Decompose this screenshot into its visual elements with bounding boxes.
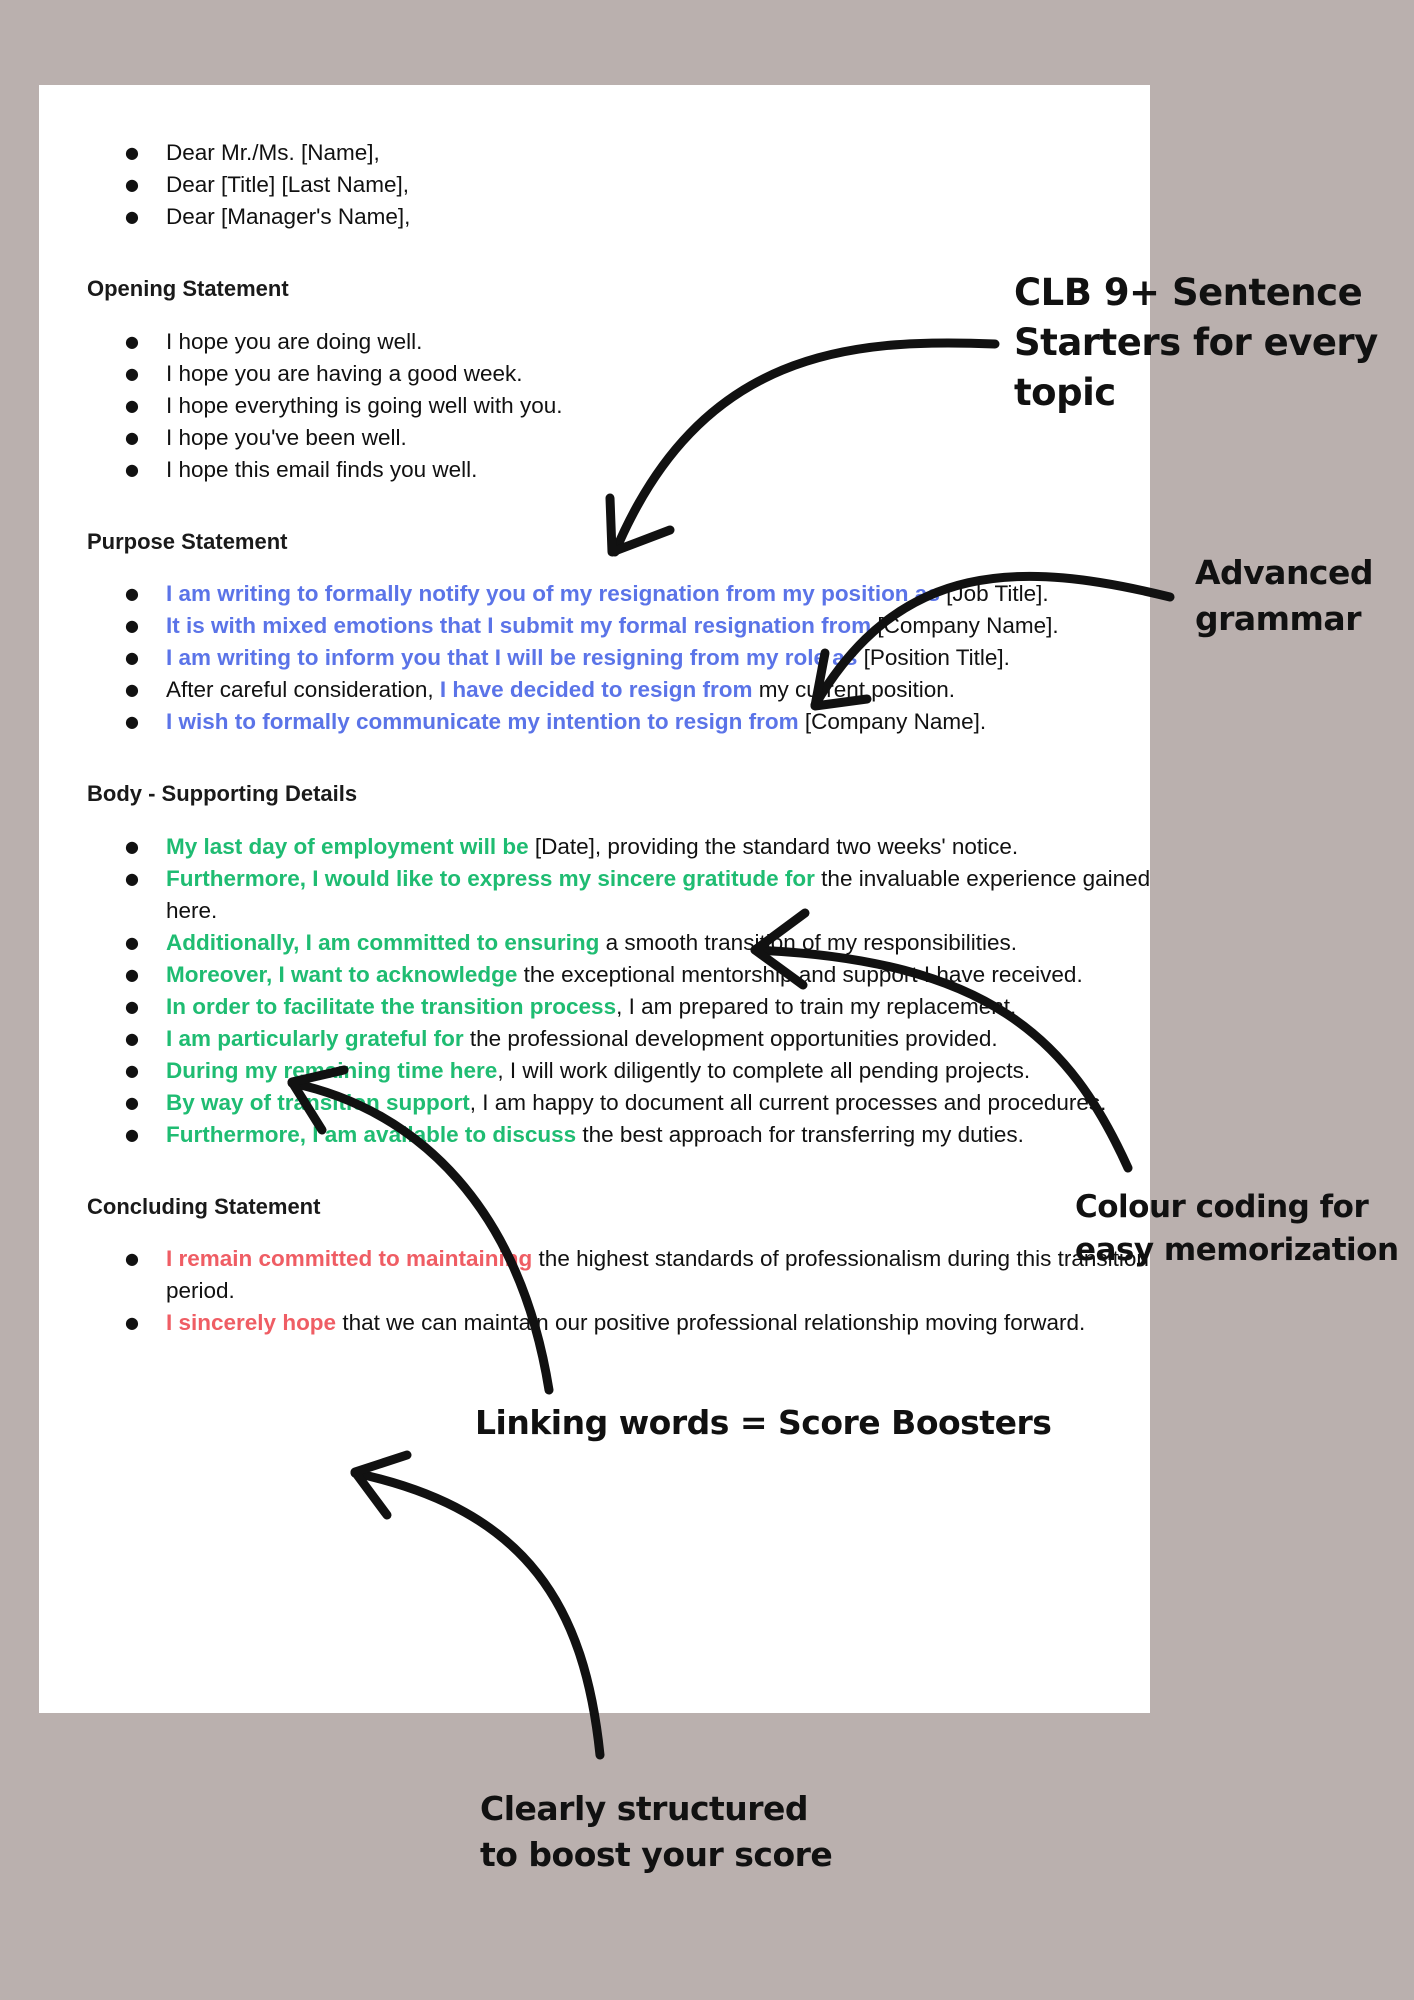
annotation-line: topic xyxy=(1014,371,1116,414)
list-item xyxy=(87,137,1166,169)
list-item xyxy=(87,578,1166,610)
annotation-starters xyxy=(1014,268,1378,418)
highlighted-phrase: Furthermore, I am available to discuss xyxy=(166,1121,577,1147)
highlighted-phrase: During my remaining time here xyxy=(166,1057,498,1083)
body-section xyxy=(87,780,1151,1151)
document-content xyxy=(87,137,1151,1339)
plain-text: [Position Title]. xyxy=(857,645,1010,671)
concluding-section xyxy=(87,1193,1149,1340)
list-item xyxy=(87,1119,1166,1151)
highlighted-phrase: Additionally, I am committed to ensuring xyxy=(166,929,600,955)
annotation-line: to boost your score xyxy=(480,1835,833,1874)
list-item xyxy=(87,863,1166,927)
highlighted-phrase: I have decided to resign from xyxy=(439,677,753,703)
highlighted-phrase: I sincerely hope xyxy=(166,1310,337,1336)
highlighted-phrase: My last day of employment will be xyxy=(166,833,529,859)
highlighted-phrase: In order to facilitate the transition process xyxy=(166,993,617,1019)
highlighted-phrase: I am writing to formally notify you of my resignation from my position as xyxy=(166,581,940,607)
list-item xyxy=(87,1055,1166,1087)
document-page xyxy=(39,85,1150,1713)
list-item xyxy=(87,169,1166,201)
highlighted-phrase: I wish to formally communicate my intention to resign from xyxy=(166,709,799,735)
plain-text: After careful consideration, xyxy=(166,677,440,703)
list-item xyxy=(87,991,1166,1023)
concluding-heading: Concluding Statement xyxy=(87,1193,321,1219)
list-item xyxy=(87,390,1166,422)
annotation-structure xyxy=(480,1786,832,1878)
annotation-grammar xyxy=(1195,550,1373,642)
plain-text: [Company Name]. xyxy=(871,613,1059,639)
plain-text: , I will work diligently to complete all pending projects. xyxy=(497,1057,1031,1083)
list-item xyxy=(87,358,1166,390)
list-item xyxy=(87,1243,1166,1307)
list-item xyxy=(87,1087,1166,1119)
plain-text: the professional development opportunities provided. xyxy=(463,1025,998,1051)
purpose-heading: Purpose Statement xyxy=(87,528,288,554)
list-item xyxy=(87,959,1166,991)
highlighted-phrase: I am particularly grateful for xyxy=(166,1025,464,1051)
plain-text: the best approach for transferring my duties. xyxy=(576,1121,1024,1147)
plain-text: [Job Title]. xyxy=(939,581,1049,607)
purpose-list xyxy=(87,578,1127,738)
list-item xyxy=(87,326,1166,358)
plain-text: that we can maintain our positive professional relationship moving forward. xyxy=(336,1310,1086,1336)
list-item xyxy=(87,927,1166,959)
plain-text: [Date], providing the standard two weeks' notice. xyxy=(528,833,1019,859)
plain-text: Dear [Title] [Last Name], xyxy=(166,172,409,197)
list-item xyxy=(87,706,1166,738)
list-item xyxy=(87,1023,1166,1055)
annotation-line: CLB 9+ Sentence xyxy=(1014,271,1363,314)
list-item xyxy=(87,610,1166,642)
list-item xyxy=(87,201,1166,233)
highlighted-phrase: By way of transition support xyxy=(166,1089,470,1115)
annotation-line: Colour coding for xyxy=(1075,1189,1369,1225)
annotation-line: Linking words = Score Boosters xyxy=(475,1403,1052,1442)
body-list xyxy=(87,831,1151,1151)
list-item xyxy=(87,642,1166,674)
plain-text: I hope you are having a good week. xyxy=(166,360,523,386)
plain-text: my current position. xyxy=(752,677,956,703)
plain-text: , I am happy to document all current processes and procedures. xyxy=(469,1089,1107,1115)
plain-text: I hope everything is going well with you. xyxy=(166,392,563,418)
list-item xyxy=(87,454,1166,486)
opening-list xyxy=(87,326,1127,486)
list-item xyxy=(87,1307,1166,1339)
concluding-list xyxy=(87,1243,1149,1339)
plain-text: , I am prepared to train my replacement. xyxy=(616,993,1017,1019)
plain-text: I hope this email finds you well. xyxy=(166,456,478,482)
purpose-section xyxy=(87,528,1127,739)
highlighted-phrase: I am writing to inform you that I will be resigning from my role as xyxy=(166,645,858,671)
body-heading: Body - Supporting Details xyxy=(87,781,358,807)
annotation-line: grammar xyxy=(1195,599,1361,638)
opening-heading: Opening Statement xyxy=(87,276,289,301)
plain-text: [Company Name]. xyxy=(798,709,987,735)
plain-text: a smooth transition of my responsibilities. xyxy=(599,929,1018,955)
highlighted-phrase: I remain committed to maintaining xyxy=(166,1246,533,1272)
annotation-line: Clearly structured xyxy=(480,1789,809,1828)
highlighted-phrase: It is with mixed emotions that I submit my formal resignation from xyxy=(166,613,872,639)
list-item xyxy=(87,422,1166,454)
plain-text: Dear Mr./Ms. [Name], xyxy=(166,140,380,165)
plain-text: the highest standards of professionalism during this transition period. xyxy=(166,1246,1149,1304)
annotation-line: Starters for every xyxy=(1014,321,1378,364)
list-item xyxy=(87,831,1166,863)
list-item xyxy=(87,674,1166,706)
highlighted-phrase: Moreover, I want to acknowledge xyxy=(166,961,518,987)
plain-text: I hope you've been well. xyxy=(166,424,407,450)
annotation-linking xyxy=(475,1400,1051,1446)
plain-text: the invaluable experience gained here. xyxy=(166,865,1151,923)
highlighted-phrase: Furthermore, I would like to express my sincere gratitude for xyxy=(166,865,815,891)
plain-text: the exceptional mentorship and support I have received. xyxy=(517,961,1083,987)
annotation-colour xyxy=(1075,1186,1399,1272)
salutations-section xyxy=(87,137,1127,233)
plain-text: Dear [Manager's Name], xyxy=(166,204,411,229)
opening-section xyxy=(87,275,1127,486)
plain-text: I hope you are doing well. xyxy=(166,328,423,354)
annotation-line: easy memorization xyxy=(1075,1232,1399,1268)
annotation-line: Advanced xyxy=(1195,553,1373,592)
salutations-list xyxy=(87,137,1127,233)
